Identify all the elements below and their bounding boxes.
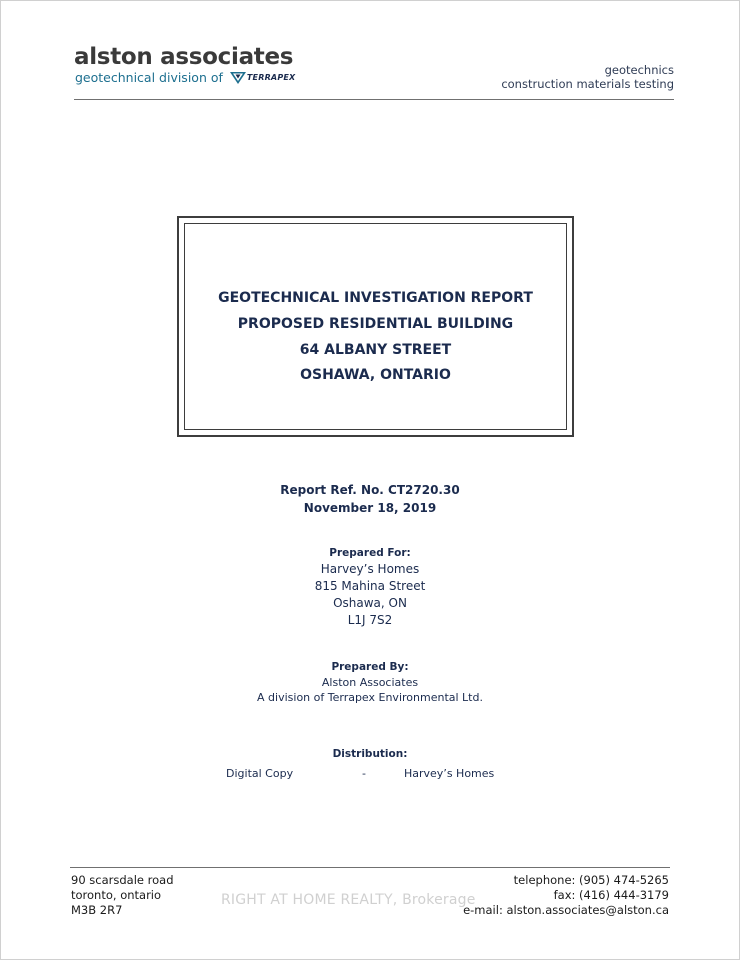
footer-divider xyxy=(70,867,670,868)
title-line: GEOTECHNICAL INVESTIGATION REPORT xyxy=(218,290,533,306)
email-line: e-mail: alston.associates@alston.ca xyxy=(463,903,669,917)
report-title xyxy=(185,286,566,389)
title-line: 64 ALBANY STREET xyxy=(299,341,452,358)
prepared-by-label: Prepared By: xyxy=(331,661,409,673)
distribution-separator: - xyxy=(362,767,366,780)
title-frame-inner xyxy=(184,223,567,430)
address-line: toronto, ontario xyxy=(71,888,162,902)
report-reference xyxy=(0,481,740,517)
company-tagline xyxy=(75,70,295,85)
prepared-for-label: Prepared For: xyxy=(329,547,411,559)
distribution-recipient: Harvey’s Homes xyxy=(404,767,495,780)
footer-contact xyxy=(463,873,669,918)
telephone-line: telephone: (905) 474-5265 xyxy=(513,873,669,887)
header-divider xyxy=(74,99,674,100)
tagline-text: geotechnical division of xyxy=(75,70,223,85)
title-frame xyxy=(177,216,574,437)
distribution-section xyxy=(0,746,740,762)
prepared-by-section xyxy=(0,659,740,705)
realty-watermark: RIGHT AT HOME REALTY, Brokerage xyxy=(221,892,476,908)
client-name: Harvey’s Homes xyxy=(320,562,420,576)
report-ref-number: Report Ref. No. CT2720.30 xyxy=(280,483,460,497)
service-item: construction materials testing xyxy=(501,77,674,91)
terrapex-logo xyxy=(230,72,296,84)
client-city: Oshawa, ON xyxy=(333,596,407,610)
preparer-division: A division of Terrapex Environmental Ltd. xyxy=(257,691,483,704)
footer-address xyxy=(71,873,174,918)
report-date: November 18, 2019 xyxy=(303,501,437,515)
service-item: geotechnics xyxy=(604,63,674,77)
preparer-name: Alston Associates xyxy=(321,676,419,689)
distribution-label: Distribution: xyxy=(332,748,408,760)
prepared-for-section xyxy=(0,545,740,629)
fax-line: fax: (416) 444-3179 xyxy=(553,888,669,902)
client-street: 815 Mahina Street xyxy=(314,579,426,593)
address-line: M3B 2R7 xyxy=(71,903,123,917)
terrapex-brand-text: TERRAPEX xyxy=(246,73,296,82)
company-logo-text: alston associates xyxy=(74,44,294,70)
title-line: OSHAWA, ONTARIO xyxy=(300,367,451,384)
address-line: 90 scarsdale road xyxy=(71,873,174,887)
services-list xyxy=(501,63,674,91)
client-postal-code: L1J 7S2 xyxy=(347,613,393,627)
distribution-copy-type: Digital Copy xyxy=(226,767,294,780)
terrapex-triangle-icon xyxy=(230,72,246,84)
title-line: PROPOSED RESIDENTIAL BUILDING xyxy=(237,315,514,332)
